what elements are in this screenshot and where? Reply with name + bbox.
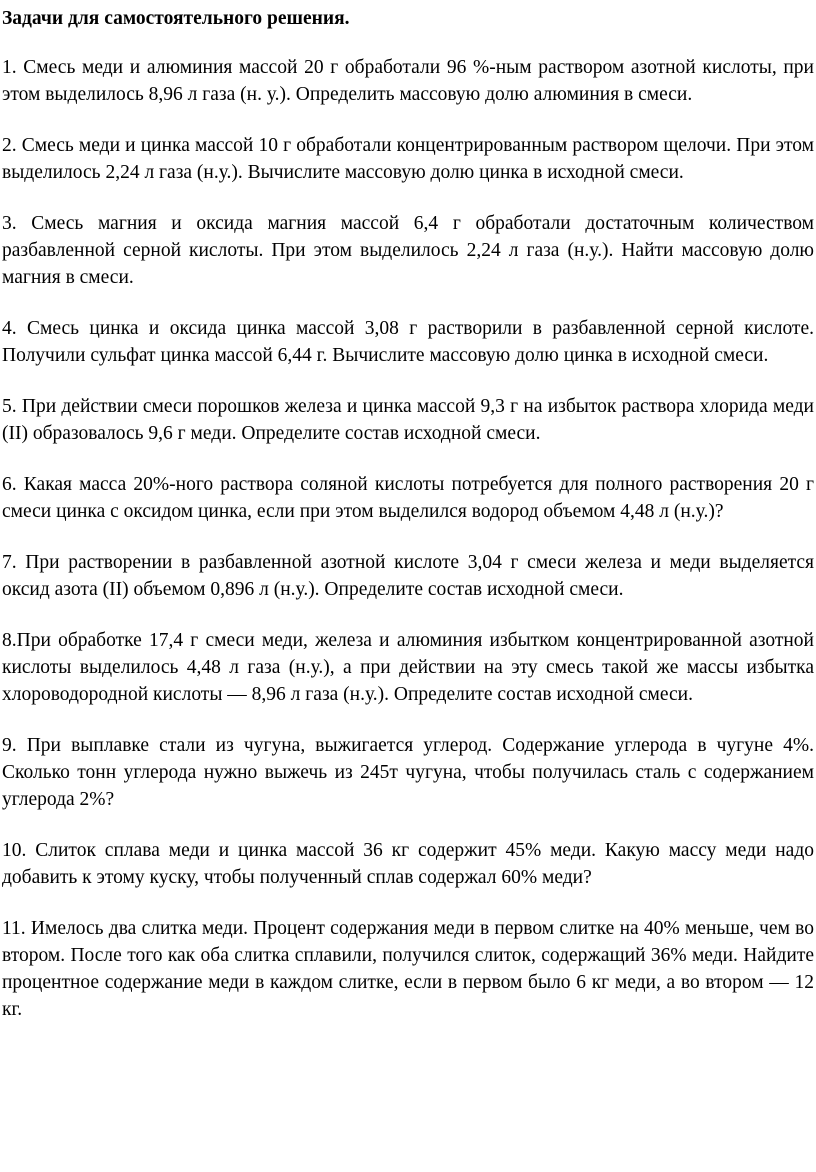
problem-1: 1. Смесь меди и алюминия массой 20 г обработали 96 %-ным раствором азотной кислоты, при этом выделилось 8,96 л газа (н. у.). Определить массовую долю алюминия в смеси. — [2, 57, 814, 105]
problem-9: 9. При выплавке стали из чугуна, выжигается углерод. Содержание углерода в чугуне 4%. Сколько тонн углерода нужно выжечь из 245т чугуна, чтобы получилась сталь с содержанием углерода 2%? — [2, 735, 814, 810]
problem-10: 10. Слиток сплава меди и цинка массой 36 кг содержит 45% меди. Какую массу меди надо добавить к этому куску, чтобы полученный сплав содержал 60% меди? — [2, 840, 814, 888]
problem-7: 7. При растворении в разбавленной азотной кислоте 3,04 г смеси железа и меди выделяется оксид азота (II) объемом 0,896 л (н.у.). Определите состав исходной смеси. — [2, 552, 814, 600]
problem-4: 4. Смесь цинка и оксида цинка массой 3,08 г растворили в разбавленной серной кислоте. Получили сульфат цинка массой 6,44 г. Вычислите массовую долю цинка в исходной смеси. — [2, 318, 814, 366]
page-title: Задачи для самостоятельного решения. — [2, 8, 350, 29]
problem-8: 8.При обработке 17,4 г смеси меди, железа и алюминия избытком концентрированной азотной кислоты выделилось 4,48 л газа (н.у.), а при действии на эту смесь такой же массы избытка хлороводородной кислоты — 8,96 л газа (н.у.). Определите состав исходной смеси. — [2, 630, 814, 705]
problem-3: 3. Смесь магния и оксида магния массой 6,4 г обработали достаточным количеством разбавленной серной кислоты. При этом выделилось 2,24 л газа (н.у.). Найти массовую долю магния в смеси. — [2, 213, 814, 288]
problem-11: 11. Имелось два слитка меди. Процент содержания меди в первом слитке на 40% меньше, чем во втором. После того как оба слитка сплавили, получился слиток, содержащий 36% меди. Найдите процентное содержание меди в каждом слитке, если в первом было 6 кг меди, а во втором — 12 кг. — [2, 918, 814, 1020]
problem-2: 2. Смесь меди и цинка массой 10 г обработали концентрированным раствором щелочи. При этом выделилось 2,24 л газа (н.у.). Вычислите массовую долю цинка в исходной смеси. — [2, 135, 814, 183]
problem-5: 5. При действии смеси порошков железа и цинка массой 9,3 г на избыток раствора хлорида меди (II) образовалось 9,6 г меди. Определите состав исходной смеси. — [2, 396, 814, 444]
problem-6: 6. Какая масса 20%-ного раствора соляной кислоты потребуется для полного растворения 20 г смеси цинка с оксидом цинка, если при этом выделился водород объемом 4,48 л (н.у.)? — [2, 474, 814, 522]
